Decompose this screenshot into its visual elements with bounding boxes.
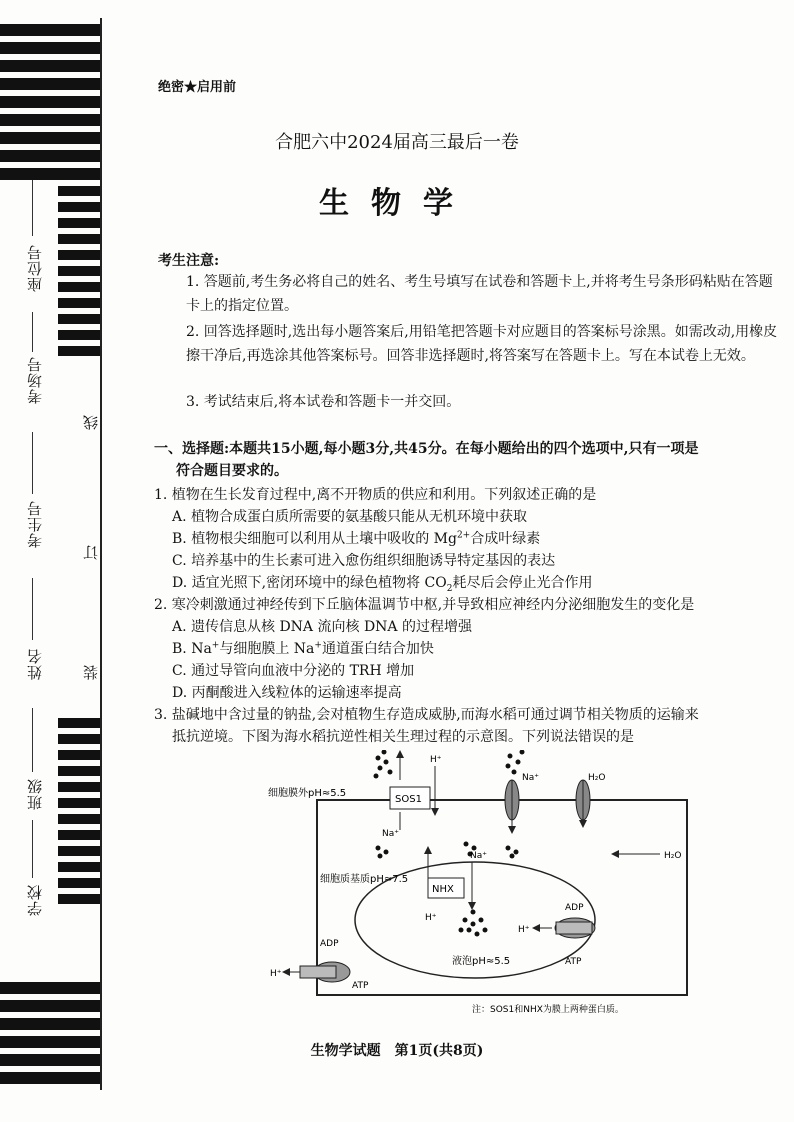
q2-option-b[interactable] xyxy=(172,638,434,658)
field-class-line[interactable] xyxy=(32,708,33,772)
q2-option-b-text: B. Na xyxy=(172,641,212,657)
q2-stem: 2. 寒冷刺激通过神经传到下丘脑体温调节中枢,并导致相应神经内分泌细胞发生的变化是 xyxy=(154,597,695,613)
h-plus-label-nhx: H⁺ xyxy=(425,913,437,923)
q3-stem: 3. 盐碱地中含过量的钠盐,会对植物生存造成威胁,而海水稻可通过调节相关物质的运输来 xyxy=(154,707,699,723)
outside-ph-label: 细胞膜外pH≈5.5 xyxy=(268,788,347,799)
q1-option-d-subscript: 2 xyxy=(446,583,453,594)
notice-item-1: 1. 答题前,考生务必将自己的姓名、考生号填写在试卷和答题卡上,并将考生号条形码粘贴在答题卡上的指定位置。 xyxy=(186,274,773,314)
h2o-label-right: H₂O xyxy=(664,851,682,861)
binding-mark-line: 线 xyxy=(82,414,100,430)
field-seat-number: 座位号 xyxy=(26,244,44,292)
q2-option-a[interactable]: A. 遗传信息从核 DNA 流向核 DNA 的过程增强 xyxy=(172,619,472,635)
h2o-label-top: H₂O xyxy=(588,773,606,783)
field-candidate-number: 考生号 xyxy=(26,500,44,548)
q1-option-b[interactable] xyxy=(172,528,540,548)
notice-item-2: 2. 回答选择题时,选出每小题答案后,用铅笔把答题卡对应题目的答案标号涂黑。如需改动,用橡皮擦干净后,再选涂其他答案标号。回答非选择题时,将答案写在答题卡上。写在本试卷上无效。 xyxy=(186,324,778,364)
q2-option-b-text-mid: 与细胞膜上 Na xyxy=(219,641,315,657)
q1-option-d[interactable] xyxy=(172,572,592,594)
page-footer: 生物学试题 第1页(共8页) xyxy=(310,1043,484,1059)
q2-option-b-charge-1: + xyxy=(211,640,220,651)
confidential-label: 绝密★启用前 xyxy=(158,80,237,95)
q1-option-b-text-end: 合成叶绿素 xyxy=(470,531,541,547)
q1-option-b-text: B. 植物根尖细胞可以利用从土壤中吸收的 Mg xyxy=(172,531,457,547)
notice-item-3: 3. 考试结束后,将本试卷和答题卡一并交回。 xyxy=(186,394,461,410)
atp-label-vacuole: ATP xyxy=(565,957,582,967)
cell-transport-diagram xyxy=(260,750,700,1020)
h-plus-label-membrane: H⁺ xyxy=(270,969,282,979)
field-room-number: 考场号 xyxy=(26,356,44,404)
section-heading: 一、选择题:本题共15小题,每小题3分,共45分。在每小题给出的四个选项中,只有一项是 xyxy=(154,441,699,457)
na-ions-vacuole xyxy=(459,910,488,937)
field-class: 班级 xyxy=(26,778,44,810)
na-plus-label-nhx: Na⁺ xyxy=(470,851,487,861)
vacuole-ph-label: 液泡pH≈5.5 xyxy=(452,956,511,967)
field-name-line[interactable] xyxy=(32,578,33,640)
sos1-label: SOS1 xyxy=(395,794,422,805)
q2-option-c[interactable]: C. 通过导管向血液中分泌的 TRH 增加 xyxy=(172,663,415,679)
q3-stem-cont: 抵抗逆境。下图为海水稻抗逆性相关生理过程的示意图。下列说法错误的是 xyxy=(172,729,634,745)
q1-option-d-text: D. 适宜光照下,密闭环境中的绿色植物将 CO xyxy=(172,575,447,591)
q1-option-c[interactable]: C. 培养基中的生长素可进入愈伤组织细胞诱导特定基因的表达 xyxy=(172,553,556,569)
q2-option-d[interactable]: D. 丙酮酸进入线粒体的运输速率提高 xyxy=(172,685,402,701)
h-plus-label-top: H⁺ xyxy=(430,755,442,765)
na-ions-outside xyxy=(374,750,525,779)
field-room-number-line[interactable] xyxy=(32,312,33,352)
q1-option-b-charge: 2+ xyxy=(456,530,471,541)
cytoplasm-ph-label: 细胞质基质pH≈7.5 xyxy=(320,874,409,885)
section-heading-cont: 符合题目要求的。 xyxy=(176,463,288,479)
field-candidate-number-line[interactable] xyxy=(32,432,33,494)
h-plus-label-vacuole: H⁺ xyxy=(518,925,530,935)
diagram-note: 注：SOS1和NHX为膜上两种蛋白质。 xyxy=(472,1005,624,1015)
binding-mark-bind: 装 xyxy=(82,664,100,680)
notice-title: 考生注意: xyxy=(158,253,220,269)
na-plus-label-channel: Na⁺ xyxy=(522,773,539,783)
binding-mark-staple: 订 xyxy=(82,544,100,560)
adp-label-membrane: ADP xyxy=(320,939,339,949)
q1-option-d-text-end: 耗尽后会停止光合作用 xyxy=(452,575,593,591)
na-ions-cytoplasm xyxy=(376,842,519,859)
na-plus-label-sos1: Na⁺ xyxy=(382,829,399,839)
field-name: 姓名 xyxy=(26,648,44,680)
adp-label-vacuole: ADP xyxy=(565,903,584,913)
exam-title: 合肥六中2024届高三最后一卷 xyxy=(275,132,519,153)
q1-option-a[interactable]: A. 植物合成蛋白质所需要的氨基酸只能从无机环境中获取 xyxy=(172,509,528,525)
q1-stem: 1. 植物在生长发育过程中,离不开物质的供应和利用。下列叙述正确的是 xyxy=(154,487,597,503)
atp-label-membrane: ATP xyxy=(352,981,369,991)
nhx-label: NHX xyxy=(432,884,454,895)
subject-title: 生物学 xyxy=(319,186,475,221)
q2-option-b-text-end: 通道蛋白结合加快 xyxy=(321,641,434,657)
field-school-line[interactable] xyxy=(32,820,33,878)
field-school: 学校 xyxy=(26,884,44,916)
q2-option-b-charge-2: + xyxy=(314,640,322,651)
